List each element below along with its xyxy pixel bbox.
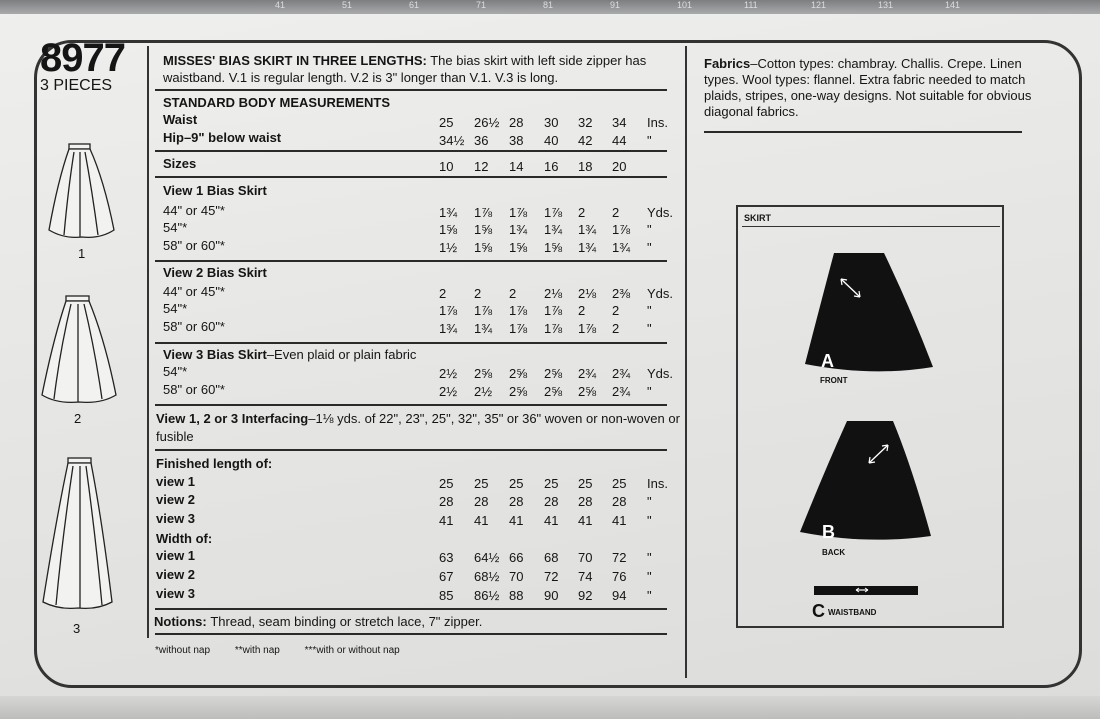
yardage-value: 1¾: [439, 205, 458, 220]
finished-length-value: 41: [578, 513, 593, 528]
piece-b-letter: B: [822, 522, 835, 542]
skirt-pieces-title: SKIRT: [744, 213, 771, 223]
yardage-value: 2⅝: [578, 384, 597, 399]
table-rule: [155, 449, 667, 451]
yardage-value: 1⅝: [439, 222, 458, 237]
yardage-value: 1¾: [474, 321, 493, 336]
size-value: 10: [439, 159, 454, 174]
finished-length-value: 41: [509, 513, 524, 528]
yardage-value: 2: [474, 286, 482, 301]
measurement-value: 30: [544, 115, 559, 130]
edge-tick-label: 101: [677, 0, 693, 10]
pattern-number: 8977: [40, 36, 125, 80]
width-value: 72: [612, 550, 627, 565]
yardage-value: 1⅞: [509, 303, 528, 318]
width-title: Width of:: [156, 531, 213, 546]
notions-text: Thread, seam binding or stretch lace, 7" zipper.: [210, 614, 483, 629]
interfacing-label: [156, 411, 680, 427]
measurement-value: 42: [578, 133, 593, 148]
fabric-width-label: 58" or 60"*: [163, 238, 225, 253]
finished-length-value: 41: [474, 513, 489, 528]
fabrics-label: Fabrics: [704, 56, 751, 71]
yardage-value: 2⅝: [509, 366, 528, 381]
yardage-section-title-text: View 3 Bias Skirt: [163, 347, 267, 362]
right-divider: [685, 46, 687, 678]
yardage-value: 2: [612, 321, 620, 336]
yardage-value: 1⅞: [474, 205, 493, 220]
view-2-label: 2: [74, 411, 82, 426]
piece-a-front: [805, 253, 933, 385]
edge-tick-label: 81: [543, 0, 554, 10]
yardage-value: 1¾: [612, 240, 631, 255]
finished-length-unit: ": [647, 494, 652, 509]
table-rule: [155, 633, 667, 635]
table-rule: [155, 260, 667, 262]
finished-length-value: 25: [474, 476, 489, 491]
pieces-count: 3 PIECES: [40, 77, 113, 94]
yardage-section-title: View 1 Bias Skirt: [163, 183, 267, 198]
yardage-value: 2½: [439, 366, 458, 381]
footnotes: [155, 645, 422, 656]
fabric-width-label: 58" or 60"*: [163, 319, 225, 334]
width-value: 66: [509, 550, 524, 565]
yardage-unit: ": [647, 222, 652, 237]
edge-tick-label: 111: [744, 0, 758, 10]
edge-tick-label: 71: [476, 0, 487, 10]
footnote-with-or-without-nap: ***with or without nap: [304, 645, 400, 656]
width-value: 85: [439, 588, 454, 603]
yardage-value: 1⅞: [544, 321, 563, 336]
width-unit: ": [647, 569, 652, 584]
width-label: view 1: [156, 548, 196, 563]
finished-length-label: view 3: [156, 511, 196, 526]
yardage-value: 1⅞: [439, 303, 458, 318]
description-title: MISSES' BIAS SKIRT IN THREE LENGTHS:: [163, 53, 427, 68]
edge-tick-label: 41: [275, 0, 286, 10]
measurement-value: 40: [544, 133, 559, 148]
view-3-label: 3: [73, 621, 81, 636]
finished-length-unit: Ins.: [647, 476, 668, 491]
view-1-skirt-illustration: [49, 144, 114, 237]
size-value: 18: [578, 159, 593, 174]
piece-b-back: [800, 421, 931, 557]
finished-length-value: 41: [544, 513, 559, 528]
yardage-value: 1⅝: [509, 240, 528, 255]
edge-tick-label: 51: [342, 0, 353, 10]
yardage-value: 1⅞: [612, 222, 631, 237]
yardage-value: 2⅝: [474, 366, 493, 381]
measurement-value: 34: [612, 115, 627, 130]
yardage-value: 1⅞: [544, 205, 563, 220]
finished-length-label: view 2: [156, 492, 196, 507]
finished-length-title: Finished length of:: [156, 456, 273, 471]
fabric-width-label: 54"*: [163, 364, 188, 379]
view-1-label: 1: [78, 246, 86, 261]
finished-length-value: 25: [544, 476, 559, 491]
measurement-value: 26½: [474, 115, 500, 130]
width-value: 76: [612, 569, 627, 584]
description: [163, 52, 675, 86]
yardage-value: 1⅝: [474, 240, 493, 255]
view-2-skirt-illustration: [42, 296, 116, 402]
measurement-label: Waist: [163, 112, 198, 127]
width-value: 68: [544, 550, 559, 565]
edge-tick-label: 61: [409, 0, 420, 10]
top-edge-strip: [0, 0, 1100, 14]
yardage-unit: ": [647, 303, 652, 318]
width-unit: ": [647, 550, 652, 565]
yardage-value: 1⅞: [578, 321, 597, 336]
yardage-section-subtitle: –Even plaid or plain fabric: [266, 347, 417, 362]
yardage-value: 1⅞: [509, 321, 528, 336]
measurement-value: 34½: [439, 133, 465, 148]
finished-length-value: 28: [544, 494, 559, 509]
yardage-value: 1¾: [578, 222, 597, 237]
finished-length-value: 28: [474, 494, 489, 509]
notions-label: [154, 614, 482, 630]
width-label: view 2: [156, 567, 196, 582]
yardage-value: 1½: [439, 240, 458, 255]
measurement-value: 28: [509, 115, 524, 130]
yardage-value: 2⅛: [544, 286, 563, 301]
yardage-unit: Yds.: [647, 286, 674, 301]
finished-length-value: 25: [612, 476, 627, 491]
size-value: 20: [612, 159, 627, 174]
yardage-value: 1¾: [439, 321, 458, 336]
yardage-value: 2⅜: [612, 286, 631, 301]
yardage-unit: ": [647, 384, 652, 399]
interfacing-text: –1⅛ yds. of 22", 23", 25", 32", 35" or 36" woven or non-woven or: [308, 411, 680, 426]
edge-tick-label: 91: [610, 0, 621, 10]
fabric-width-label: 54"*: [163, 301, 188, 316]
yardage-value: 1⅞: [474, 303, 493, 318]
interfacing-label-text: View 1, 2 or 3 Interfacing: [156, 411, 309, 426]
yardage-value: 2¾: [612, 384, 631, 399]
width-value: 63: [439, 550, 454, 565]
sizes-label: Sizes: [163, 156, 197, 171]
measurement-label: Hip–9" below waist: [163, 130, 282, 145]
yardage-value: 1⅝: [474, 222, 493, 237]
yardage-value: 2½: [474, 384, 493, 399]
finished-length-value: 28: [612, 494, 627, 509]
edge-tick-label: 131: [878, 0, 894, 10]
measurement-value: 44: [612, 133, 627, 148]
finished-length-value: 28: [439, 494, 454, 509]
fabrics-text: –Cotton types: chambray. Challis. Crepe. Linen types. Wool types: flannel. Extra fabric needed to match plaids, stripes, one-way designs. Not suitable for obvious diagonal fabrics.: [704, 56, 1032, 119]
fabric-width-label: 54"*: [163, 220, 188, 235]
view-3-skirt-illustration: [43, 458, 112, 608]
notions-label-text: Notions:: [154, 614, 207, 629]
size-value: 16: [544, 159, 559, 174]
width-value: 88: [509, 588, 524, 603]
width-value: 67: [439, 569, 454, 584]
fabrics-note: [704, 56, 1034, 120]
pattern-pieces-svg: [738, 207, 1002, 626]
yardage-value: 2¾: [612, 366, 631, 381]
width-value: 70: [509, 569, 524, 584]
measurement-value: 36: [474, 133, 489, 148]
interfacing-text-continued: fusible: [156, 429, 194, 444]
piece-b-label: BACK: [822, 548, 846, 557]
finished-length-value: 41: [439, 513, 454, 528]
yardage-unit: Yds.: [647, 205, 674, 220]
yardage-value: 2½: [439, 384, 458, 399]
pattern-pieces-diagram: [736, 205, 1004, 628]
yardage-value: 2: [612, 205, 620, 220]
description-text: The bias skirt with left side zipper has waistband. V.1 is regular length. V.2 is 3" longer than V.1. V.3 is long.: [163, 53, 647, 85]
width-label: view 3: [156, 586, 196, 601]
width-value: 92: [578, 588, 593, 603]
table-rule: [155, 176, 667, 178]
table-rule: [155, 608, 667, 610]
finished-length-value: 25: [578, 476, 593, 491]
yardage-value: 2: [439, 286, 447, 301]
finished-length-value: 28: [578, 494, 593, 509]
width-unit: ": [647, 588, 652, 603]
yardage-value: 1¾: [578, 240, 597, 255]
yardage-value: 1¾: [509, 222, 528, 237]
yardage-section-title: View 2 Bias Skirt: [163, 265, 267, 280]
yardage-unit: ": [647, 321, 652, 336]
yardage-value: 2: [578, 303, 586, 318]
finished-length-label: view 1: [156, 474, 196, 489]
piece-c-waistband: [812, 586, 918, 621]
measurement-unit: Ins.: [647, 115, 668, 130]
yardage-value: 1⅝: [544, 240, 563, 255]
piece-a-letter: A: [821, 351, 834, 371]
finished-length-value: 25: [439, 476, 454, 491]
width-value: 64½: [474, 550, 500, 565]
width-value: 90: [544, 588, 559, 603]
fabric-width-label: 44" or 45"*: [163, 284, 225, 299]
table-rule: [155, 150, 667, 152]
width-value: 70: [578, 550, 593, 565]
measurement-value: 25: [439, 115, 454, 130]
measurement-value: 32: [578, 115, 593, 130]
yardage-value: 2: [578, 205, 586, 220]
edge-tick-label: 121: [811, 0, 827, 10]
edge-tick-label: 141: [945, 0, 961, 10]
yardage-value: 1⅞: [509, 205, 528, 220]
width-value: 94: [612, 588, 627, 603]
table-rule: [155, 404, 667, 406]
yardage-value: 1⅞: [544, 303, 563, 318]
left-divider: [147, 46, 149, 638]
view-illustrations: [40, 140, 125, 620]
yardage-value: 2⅝: [509, 384, 528, 399]
fabrics-rule: [704, 131, 1022, 133]
fabric-width-label: 58" or 60"*: [163, 382, 225, 397]
piece-a-label: FRONT: [820, 376, 848, 385]
yardage-unit: Yds.: [647, 366, 674, 381]
yardage-value: 2: [509, 286, 517, 301]
size-value: 12: [474, 159, 489, 174]
yardage-value: 1¾: [544, 222, 563, 237]
table-rule: [155, 89, 667, 91]
yardage-value: 2¾: [578, 366, 597, 381]
size-value: 14: [509, 159, 524, 174]
yardage-value: 2⅝: [544, 366, 563, 381]
finished-length-unit: ": [647, 513, 652, 528]
width-value: 68½: [474, 569, 500, 584]
measurement-value: 38: [509, 133, 524, 148]
footnote-without-nap: *without nap: [155, 645, 211, 656]
yardage-value: 2: [612, 303, 620, 318]
yardage-section-title: [163, 347, 416, 363]
footnote-with-nap: **with nap: [234, 645, 280, 656]
yardage-value: 2⅝: [544, 384, 563, 399]
width-value: 72: [544, 569, 559, 584]
bottom-edge: [0, 696, 1100, 719]
width-value: 86½: [474, 588, 500, 603]
measurements-heading: STANDARD BODY MEASUREMENTS: [163, 95, 391, 110]
fabric-width-label: 44" or 45"*: [163, 203, 225, 218]
piece-c-label: WAISTBAND: [828, 608, 877, 617]
yardage-value: 2⅛: [578, 286, 597, 301]
table-rule: [155, 342, 667, 344]
finished-length-value: 41: [612, 513, 627, 528]
yardage-unit: ": [647, 240, 652, 255]
width-value: 74: [578, 569, 593, 584]
finished-length-value: 25: [509, 476, 524, 491]
piece-c-letter: C: [812, 601, 825, 621]
finished-length-value: 28: [509, 494, 524, 509]
measurement-unit: ": [647, 133, 652, 148]
